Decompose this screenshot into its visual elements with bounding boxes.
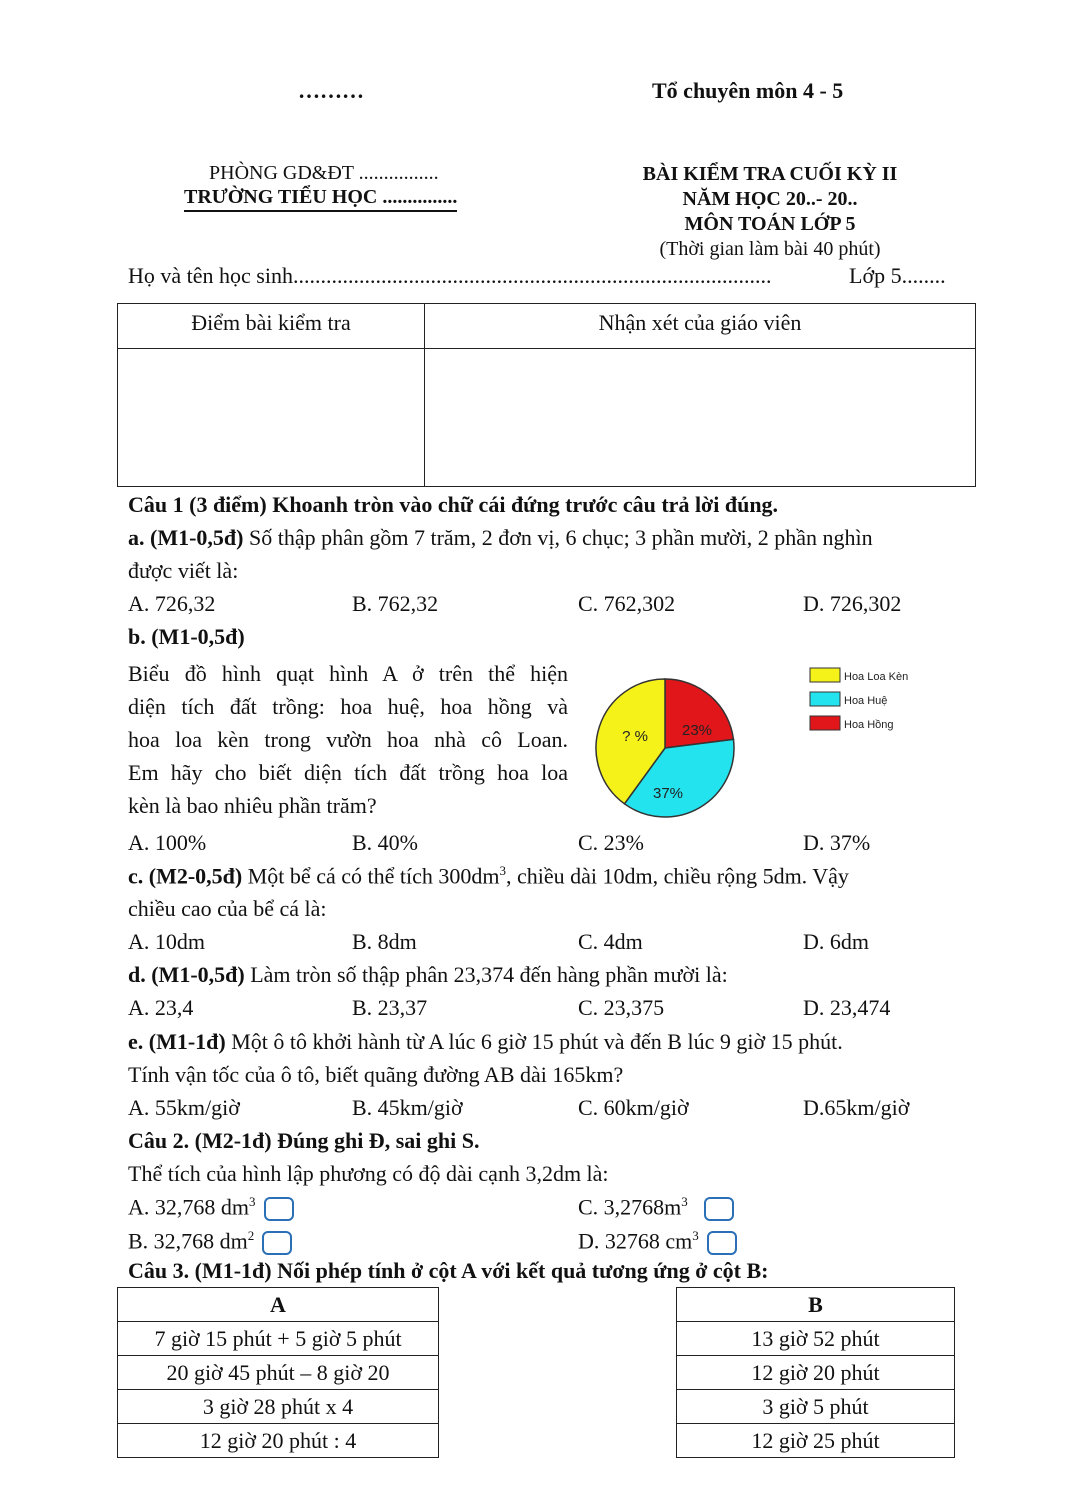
q3-column-a	[117, 1287, 439, 1458]
legend-label-0: Hoa Loa Kèn	[844, 671, 909, 683]
q1d-option-d[interactable]: D. 23,474	[803, 995, 891, 1020]
col-a-header: A	[118, 1288, 439, 1322]
q1a-line1: a. (M1-0,5đ) Số thập phân gồm 7 trăm, 2 đơn vị, 6 chục; 3 phần mười, 2 phần nghìn	[128, 525, 873, 550]
q1e-line2: Tính vận tốc của ô tô, biết quãng đường AB dài 165km?	[128, 1062, 624, 1087]
col-a-item[interactable]: 3 giờ 28 phút x 4	[118, 1390, 439, 1424]
q1a-line2: được viết là:	[128, 558, 239, 583]
score-cell[interactable]	[118, 349, 425, 487]
legend-label-2: Hoa Hồng	[844, 719, 894, 731]
pie-label-0: 23%	[681, 722, 713, 739]
q1d-option-a[interactable]: A. 23,4	[128, 995, 194, 1020]
pie-label-2: ? %	[622, 728, 648, 745]
q2-answer-box-a[interactable]	[264, 1197, 294, 1221]
q2-stem: Thể tích của hình lập phương có độ dài cạnh 3,2dm là:	[128, 1161, 609, 1186]
exam-title: BÀI KIỂM TRA CUỐI KỲ II	[642, 163, 898, 185]
grade-table	[117, 303, 976, 487]
pie-label-1: 37%	[652, 785, 684, 802]
comment-cell[interactable]	[425, 349, 976, 487]
subject: MÔN TOÁN LỚP 5	[684, 213, 856, 235]
school-name: TRƯỜNG TIỂU HỌC ...............	[184, 186, 457, 212]
legend-label-1: Hoa Huệ	[844, 695, 888, 707]
student-name-line[interactable]: Họ và tên học sinh.......................................................................................	[128, 263, 772, 288]
q3-column-b	[676, 1287, 955, 1458]
col-b-header: B	[677, 1288, 955, 1322]
q1e-option-a[interactable]: A. 55km/giờ	[128, 1095, 240, 1120]
col-b-item[interactable]: 12 giờ 25 phút	[677, 1424, 955, 1458]
q1e-option-b[interactable]: B. 45km/giờ	[352, 1095, 463, 1120]
q1c-option-c[interactable]: C. 4dm	[578, 929, 643, 954]
class-line[interactable]: Lớp 5........	[849, 263, 946, 288]
q1c-option-a[interactable]: A. 10dm	[128, 929, 205, 954]
legend-swatch-0	[810, 668, 840, 682]
q2-title: Câu 2. (M2-1đ) Đúng ghi Đ, sai ghi S.	[128, 1128, 480, 1153]
col-b-item[interactable]: 13 giờ 52 phút	[677, 1322, 955, 1356]
q3-title: Câu 3. (M1-1đ) Nối phép tính ở cột A với kết quả tương ứng ở cột B:	[128, 1258, 769, 1283]
q2-option-c: C. $3,2768m^3$	[578, 1194, 734, 1221]
legend-swatch-1	[810, 692, 840, 706]
q1b-text: Biểu đồ hình quạt hình A ở trên thể hiện diện tích đất trồng: hoa huệ, hoa hồng và hoa loa kèn trong vườn hoa nhà cô Loan. Em hãy cho biết diện tích đất trồng hoa loa kèn là bao nhiêu phần trăm?	[128, 661, 568, 818]
q1c-option-d[interactable]: D. 6dm	[803, 929, 869, 954]
q2-answer-box-c[interactable]	[704, 1197, 734, 1221]
col-a-item[interactable]: 12 giờ 20 phút : 4	[118, 1424, 439, 1458]
q1c-line1: c. (M2-0,5đ) Một bể cá có thể tích $300dm^3$, chiều dài 10dm, chiều rộng 5dm. Vậy	[128, 863, 849, 889]
pie-chart	[585, 660, 925, 820]
col-b-item[interactable]: 12 giờ 20 phút	[677, 1356, 955, 1390]
q1b-option-b[interactable]: B. 40%	[352, 830, 418, 855]
q2-option-d: D. 32768 $cm^3$	[578, 1228, 737, 1255]
q2-answer-box-d[interactable]	[707, 1231, 737, 1255]
header-dots: ………	[298, 78, 364, 103]
q1e-option-c[interactable]: C. 60km/giờ	[578, 1095, 689, 1120]
group-name: Tổ chuyên môn 4 - 5	[652, 78, 844, 103]
school-year: NĂM HỌC 20..- 20..	[682, 188, 858, 210]
q2-option-b: B. 32,768 $dm^2$	[128, 1228, 292, 1255]
q1a-option-a[interactable]: A. 726,32	[128, 591, 216, 616]
q1-title: Câu 1 (3 điểm) Khoanh tròn vào chữ cái đứng trước câu trả lời đúng.	[128, 492, 779, 517]
q1b-tag: b. (M1-0,5đ)	[128, 624, 245, 649]
q1d-option-b[interactable]: B. 23,37	[352, 995, 428, 1020]
q1a-option-d[interactable]: D. 726,302	[803, 591, 902, 616]
q1d-line1: d. (M1-0,5đ) Làm tròn số thập phân 23,374 đến hàng phần mười là:	[128, 962, 728, 987]
col-b-item[interactable]: 3 giờ 5 phút	[677, 1390, 955, 1424]
q1e-line1: e. (M1-1đ) Một ô tô khởi hành từ A lúc 6 giờ 15 phút và đến B lúc 9 giờ 15 phút.	[128, 1029, 843, 1054]
department: PHÒNG GD&ĐT ................	[209, 162, 439, 184]
q1a-option-b[interactable]: B. 762,32	[352, 591, 439, 616]
q2-answer-box-b[interactable]	[262, 1231, 292, 1255]
q1b-option-a[interactable]: A. 100%	[128, 830, 207, 855]
q1a-option-c[interactable]: C. 762,302	[578, 591, 676, 616]
comment-header: Nhận xét của giáo viên	[425, 304, 976, 349]
exam-time: (Thời gian làm bài 40 phút)	[659, 238, 881, 260]
q1b-option-c[interactable]: C. 23%	[578, 830, 644, 855]
q1c-line2: chiều cao của bể cá là:	[128, 896, 327, 921]
q1e-option-d[interactable]: D.65km/giờ	[803, 1095, 910, 1120]
legend-swatch-2	[810, 716, 840, 730]
q2-option-a: A. 32,768 $dm^3$	[128, 1194, 294, 1221]
q1d-option-c[interactable]: C. 23,375	[578, 995, 665, 1020]
q1b-option-d[interactable]: D. 37%	[803, 830, 871, 855]
col-a-item[interactable]: 20 giờ 45 phút – 8 giờ 20	[118, 1356, 439, 1390]
col-a-item[interactable]: 7 giờ 15 phút + 5 giờ 5 phút	[118, 1322, 439, 1356]
score-header: Điểm bài kiểm tra	[118, 304, 425, 349]
q1c-option-b[interactable]: B. 8dm	[352, 929, 417, 954]
